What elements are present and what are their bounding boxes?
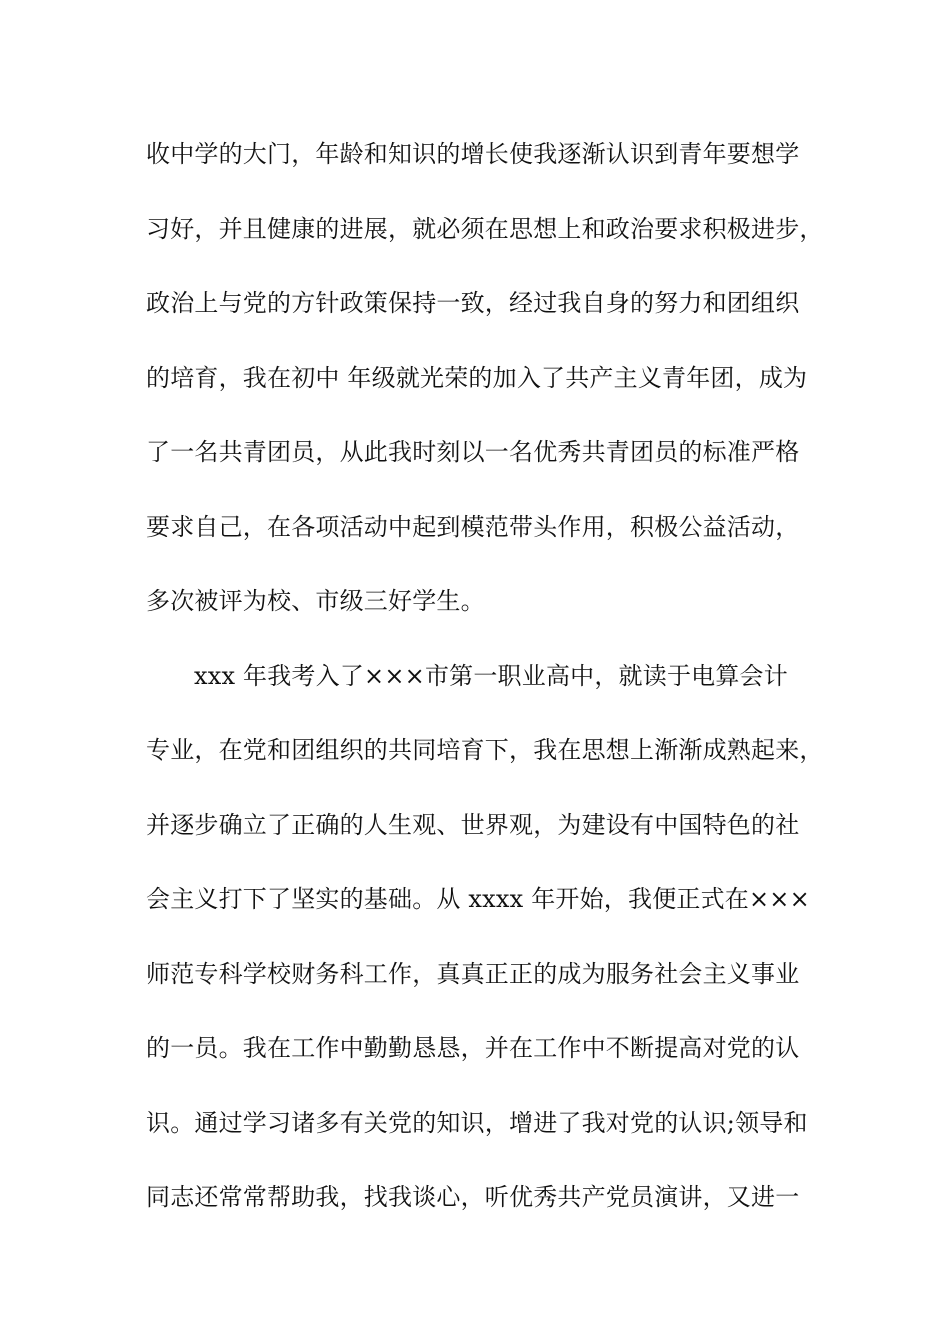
text-line: 识。通过学习诸多有关党的知识，增进了我对党的认识;领导和 xyxy=(146,1108,808,1137)
text-line: 政治上与党的方针政策保持一致，经过我自身的努力和团组织 xyxy=(146,289,800,317)
text-line: 专业，在党和团组织的共同培育下，我在思想上渐渐成熟起来， xyxy=(146,736,824,764)
body-text xyxy=(146,132,826,1250)
text-line: 多次被评为校、市级三好学生。 xyxy=(146,587,485,615)
text-line: 收中学的大门，年龄和知识的增长使我逐渐认识到青年要想学 xyxy=(146,140,800,168)
text-line: 要求自己，在各项活动中起到模范带头作用，积极公益活动， xyxy=(146,512,800,541)
text-line: 师范专科学校财务科工作，真真正正的成为服务社会主义事业 xyxy=(146,959,800,988)
text-line: 的一员。我在工作中勤勤恳恳，并在工作中不断提高对党的认 xyxy=(146,1034,800,1062)
text-line: 了一名共青团员，从此我时刻以一名优秀共青团员的标准严格 xyxy=(146,438,800,466)
text-line: 会主义打下了坚实的基础。从 xxxx 年开始，我便正式在××× xyxy=(146,885,810,913)
paragraph-start-line: xxx 年我考入了×××市第一职业高中，就读于电算会计 xyxy=(194,661,788,690)
text-line: 同志还常常帮助我，找我谈心，听优秀共产党员演讲，又进一 xyxy=(146,1183,800,1211)
text-line: 并逐步确立了正确的人生观、世界观，为建设有中国特色的社 xyxy=(146,810,800,839)
text-line: 习好，并且健康的进展，就必须在思想上和政治要求积极进步， xyxy=(146,214,824,243)
text-line: 的培育，我在初中 年级就光荣的加入了共产主义青年团，成为 xyxy=(146,363,808,392)
